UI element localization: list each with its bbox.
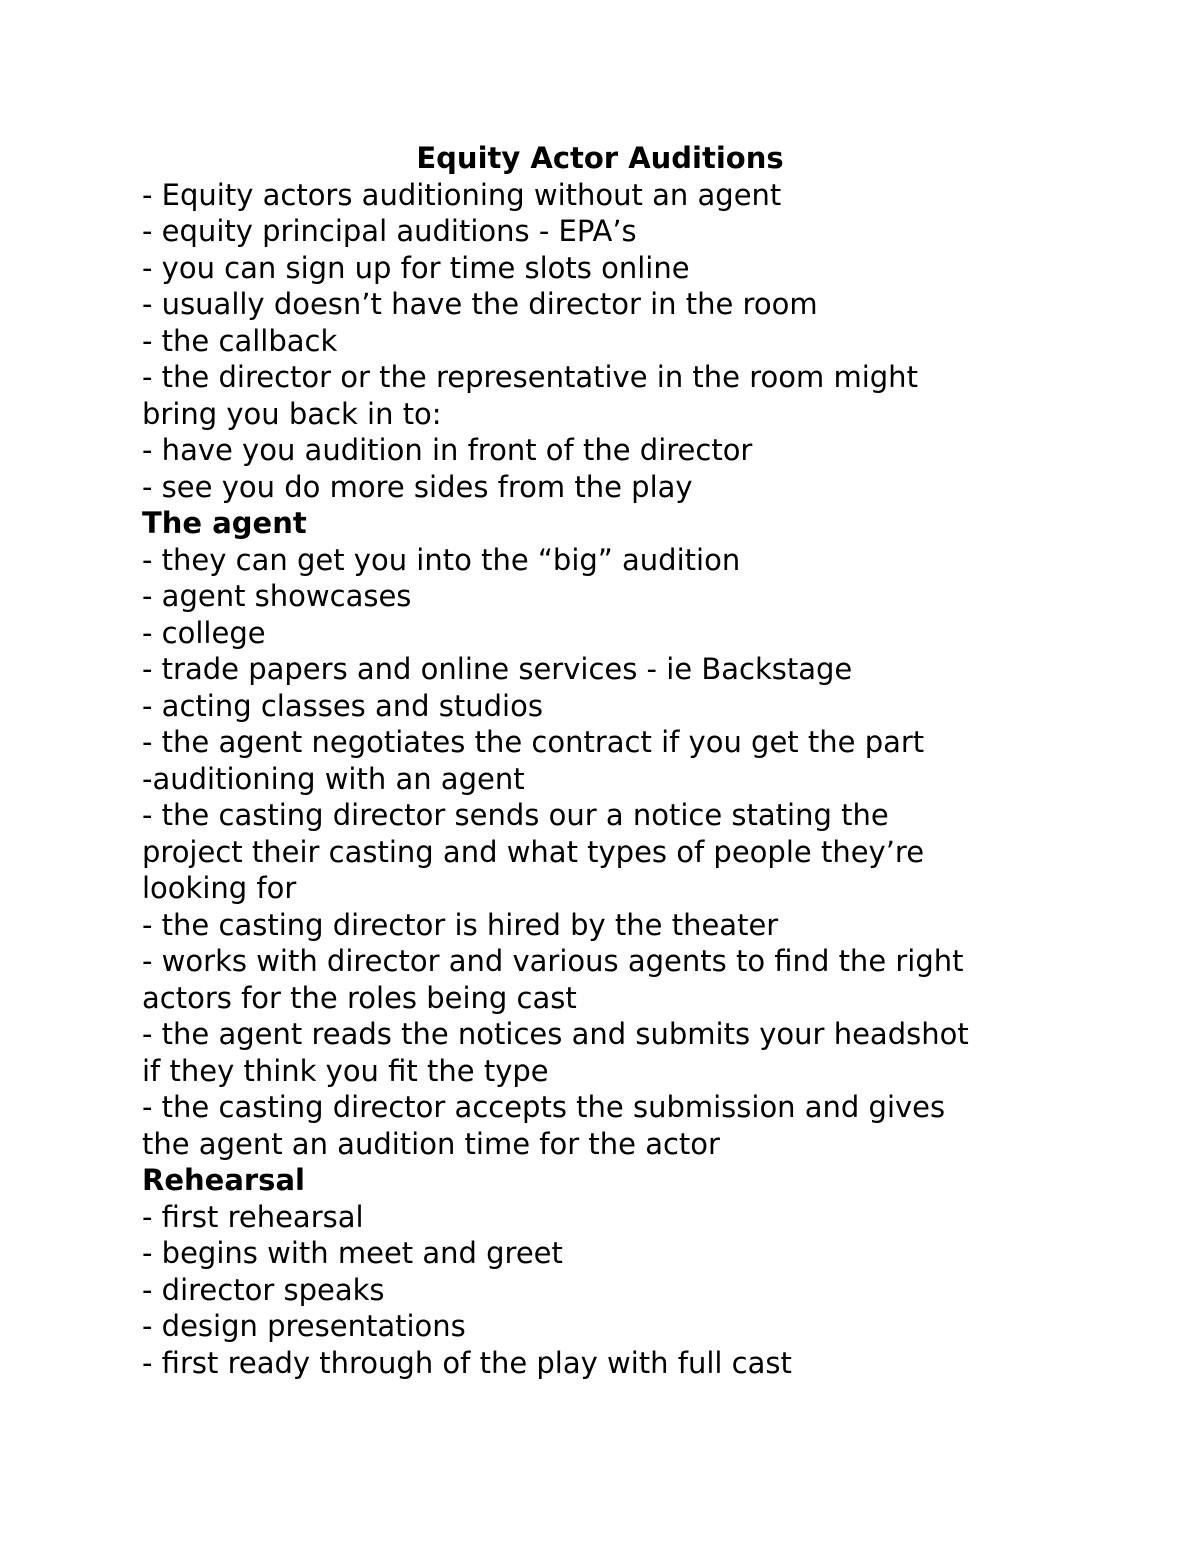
text-line: - equity principal auditions - EPA’s	[142, 214, 637, 248]
section-rehearsal	[142, 1199, 1052, 1382]
text-line: - you can sign up for time slots online	[142, 250, 690, 285]
text-line: looking for	[142, 871, 297, 905]
text-line: - see you do more sides from the play	[142, 469, 693, 504]
text-line: - works with director and various agents to find the right	[142, 944, 964, 978]
text-line: - agent showcases	[142, 579, 412, 613]
text-line: - director speaks	[142, 1272, 385, 1307]
text-line: - college	[142, 615, 266, 650]
text-line: - acting classes and studios	[142, 688, 543, 723]
text-line: - first rehearsal	[142, 1199, 364, 1234]
text-line: the agent an audition time for the actor	[142, 1126, 720, 1161]
text-line: - have you audition in front of the director	[142, 433, 753, 467]
text-line: - trade papers and online services - ie Backstage	[142, 652, 853, 686]
text-line: - usually doesn’t have the director in the room	[142, 287, 818, 321]
document-title: Equity Actor Auditions	[416, 141, 784, 175]
heading-rehearsal: Rehearsal	[142, 1163, 305, 1197]
text-line: - they can get you into the “big” audition	[142, 542, 741, 577]
text-line: project their casting and what types of people they’re	[142, 834, 925, 869]
text-line: - first ready through of the play with full cast	[142, 1345, 792, 1380]
heading-the-agent: The agent	[142, 506, 307, 540]
text-line: - the casting director accepts the submission and gives	[142, 1090, 946, 1124]
text-line: -auditioning with an agent	[142, 761, 525, 796]
section-auditions	[142, 177, 1052, 506]
text-line: - the agent reads the notices and submits your headshot	[142, 1017, 969, 1051]
document-page	[142, 140, 1052, 1381]
text-line: - the director or the representative in the room might	[142, 360, 918, 394]
text-line: if they think you fit the type	[142, 1053, 549, 1088]
text-line: - the callback	[142, 323, 338, 358]
text-line: - begins with meet and greet	[142, 1236, 563, 1270]
text-line: actors for the roles being cast	[142, 980, 577, 1015]
text-line: - the casting director sends our a notice stating the	[142, 798, 889, 832]
text-line: - design presentations	[142, 1309, 466, 1343]
text-line: - the casting director is hired by the theater	[142, 907, 779, 942]
section-agent	[142, 542, 1052, 1163]
text-line: - Equity actors auditioning without an agent	[142, 177, 782, 212]
text-line: bring you back in to:	[142, 396, 442, 431]
text-line: - the agent negotiates the contract if you get the part	[142, 725, 925, 759]
